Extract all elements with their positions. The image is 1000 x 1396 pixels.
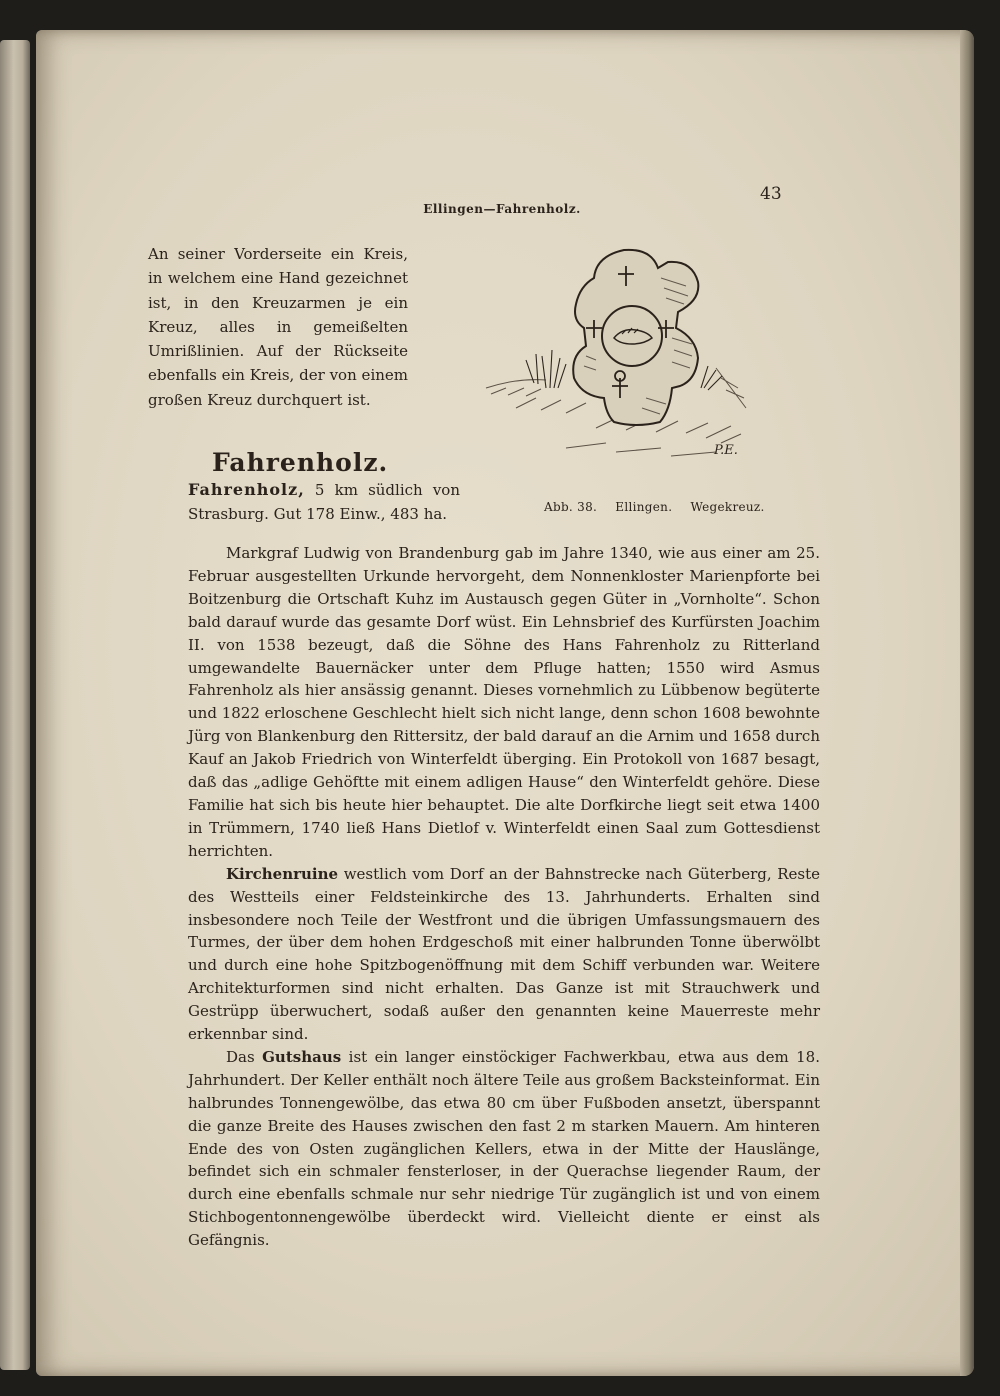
section-title: Fahrenholz. bbox=[212, 448, 389, 477]
manor-label: Gutshaus bbox=[262, 1047, 342, 1066]
artist-signature: P.E. bbox=[714, 443, 738, 458]
page-number: 43 bbox=[760, 184, 782, 204]
ruin-label: Kirchenruine bbox=[226, 864, 339, 883]
manor-paragraph bbox=[188, 1046, 820, 1252]
lead-place: Fahrenholz, bbox=[188, 480, 305, 499]
manor-intro: Das bbox=[226, 1047, 255, 1066]
ruin-text: westlich vom Dorf an der Bahnstrecke nach Güterberg, Reste des Westteils einer Feldsteinkirche des 13. Jahrhunderts. Erhalten sind insbesondere noch Teile der Westfront und die übrigen Umfassungsmauern des Turmes, der über dem hohen Erdgeschoß mit einer halbrunden Tonne überwölbt und durch eine hohe Spitzbogenöffnung mit dem Schiff verbunden war. Weitere Architekturformen sind nicht erhalten. Das Ganze ist mit Strauchwerk und Gestrüpp überwuchert, sodaß außer den genannten keine Mauerreste mehr erkennbar sind. bbox=[188, 864, 820, 1044]
caption-place: Ellingen. bbox=[615, 500, 673, 514]
caption-number: Abb. 38. bbox=[544, 500, 598, 514]
wayside-cross-illustration bbox=[446, 238, 786, 488]
running-head: Ellingen—Fahrenholz. bbox=[423, 202, 581, 216]
ruin-paragraph bbox=[188, 863, 820, 1046]
figure-wayside-cross bbox=[446, 238, 786, 528]
intro-paragraph bbox=[148, 242, 408, 412]
left-page-edge bbox=[0, 40, 30, 1370]
manor-text: ist ein langer einstöckiger Fachwerkbau, etwa aus dem 18. Jahrhundert. Der Keller enthält noch ältere Teile aus großem Backsteinformat. Ein halbrundes Tonnengewölbe, das etwa 80 cm über Fußboden ansetzt, überspannt die ganze Breite des Hauses zwischen den fast 2 m starken Mauern. Am hinteren Ende des von Osten zugänglichen Kellers, etwa in der Mitte der Hauslänge, befindet sich ein schmaler fensterloser, in der Querachse liegender Raum, der durch eine ebenfalls schmale nur sehr niedrige Tür zugänglich ist und von einem Stichbogentonnengewölbe überdeckt wird. Vielleicht diente er einst als Gefängnis. bbox=[188, 1047, 820, 1250]
caption-title: Wegekreuz. bbox=[690, 500, 765, 514]
history-paragraph: Markgraf Ludwig von Brandenburg gab im Jahre 1340, wie aus einer am 25. Februar ausgestellten Urkunde hervorgeht, dem Nonnenkloster Marienpforte bei Boitzenburg die Ortschaft Kuhz im Austausch gegen Güter in „Vornholte“. Schon bald darauf wurde das gesamte Dorf wüst. Ein Lehnsbrief des Kurfürsten Joachim II. von 1538 bezeugt, daß die Söhne des Hans Fahrenholz zu Ritterland umgewandelte Bauernäcker unter dem Pfluge hatten; 1550 wird Asmus Fahrenholz als hier ansässig genannt. Dieses vornehmlich zu Lübbenow begüterte und 1822 erloschene Geschlecht hielt sich nicht lange, denn schon 1608 bewohnte Jürg von Blankenburg den Rittersitz, der bald darauf an die Arnim und 1658 durch Kauf an Jakob Friedrich von Winterfeldt überging. Ein Protokoll von 1687 besagt, daß das „adlige Gehöftte mit einem adligen Hause“ den Winterfeldt gehöre. Diese Familie hat sich bis heute hier behauptet. Die alte Dorfkirche liegt seit etwa 1400 in Trümmern, 1740 ließ Hans Dietlof v. Winterfeldt einen Saal zum Gottesdienst herrichten. bbox=[188, 544, 820, 860]
intro-text: An seiner Vorderseite ein Kreis, in welchem eine Hand gezeichnet ist, in den Kreuzarmen je ein Kreuz, alles in gemeißelten Umrißlinien. Auf der Rückseite ebenfalls ein Kreis, der von einem großen Kreuz durchquert ist. bbox=[148, 245, 408, 409]
book-page bbox=[36, 30, 974, 1376]
lead-paragraph bbox=[188, 478, 460, 526]
figure-caption bbox=[544, 500, 779, 514]
page-edge bbox=[960, 30, 974, 1376]
lead-text: 5 km südlich von Strasburg. Gut 178 Einw., 483 ha. bbox=[188, 481, 460, 523]
body-text bbox=[188, 542, 820, 1252]
